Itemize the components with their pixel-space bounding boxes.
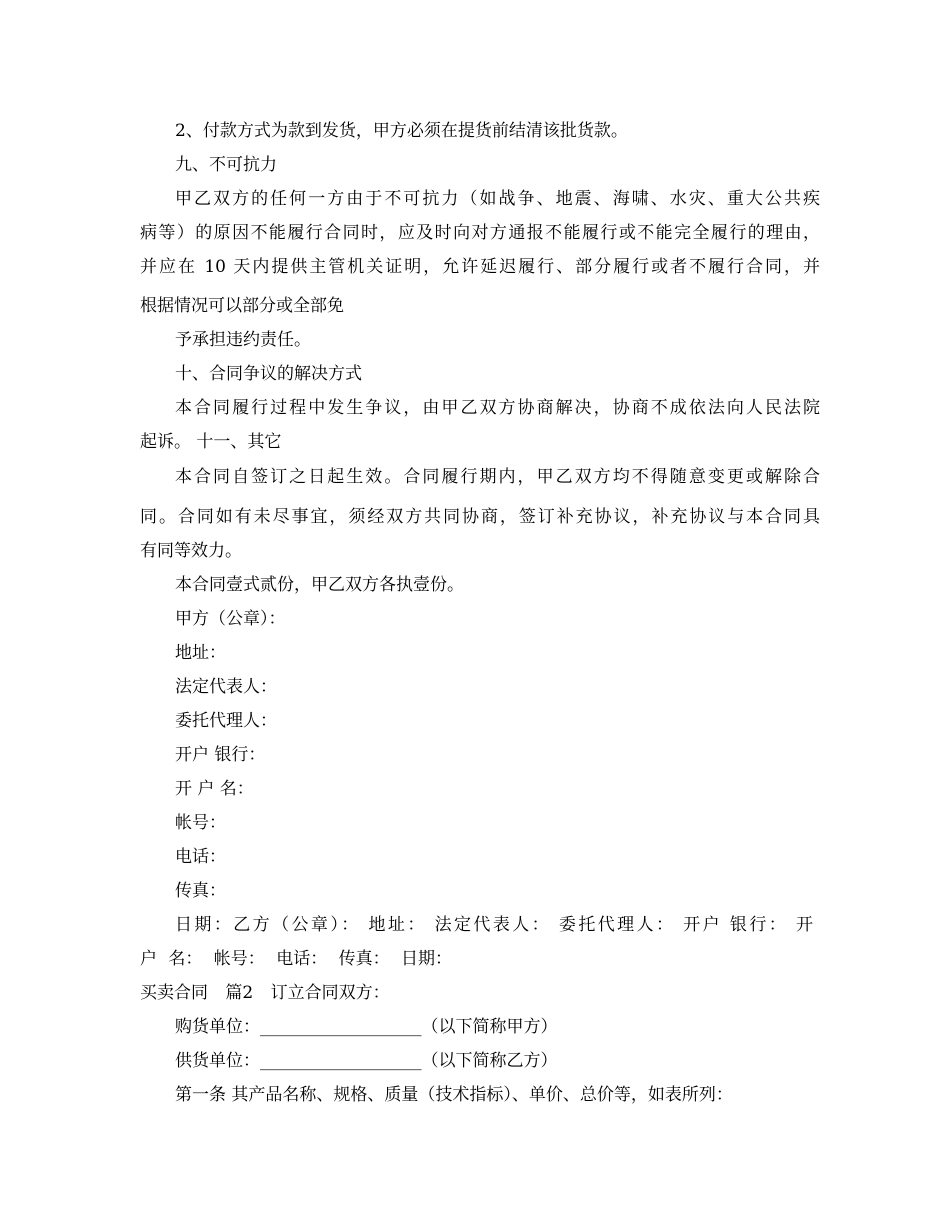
party-a-address-field: 地址： xyxy=(175,643,226,663)
party-a-account-number-field: 帐号： xyxy=(175,813,226,833)
paragraph-line: 予承担违约责任。 xyxy=(175,330,311,350)
paragraph-line: 同。合同如有未尽事宜，须经双方共同协商，签订补充协议，补充协议与本合同具 xyxy=(140,507,820,527)
paragraph-line: 病等）的原因不能履行合同时，应及时向对方通报不能履行或不能完全履行的理由， xyxy=(140,223,820,243)
contract-2-heading: 买卖合同 篇2 订立合同双方： xyxy=(140,983,390,1003)
party-b-fields-line: 户 名： 帐号： 电话： 传真： 日期： xyxy=(140,949,453,969)
supplier-unit-field: 供货单位：___________________（以下简称乙方） xyxy=(175,1051,558,1071)
party-b-fields-line: 日期：乙方（公章）： 地址： 法定代表人： 委托代理人： 开户 银行： 开 xyxy=(175,915,813,935)
party-a-phone-field: 电话： xyxy=(175,847,226,867)
paragraph-line: 并应在 10 天内提供主管机关证明，允许延迟履行、部分履行或者不履行合同，并 xyxy=(140,257,820,277)
clause-8-payment-item-2: 2、付款方式为款到发货，甲方必须在提货前结清该批货款。 xyxy=(175,121,628,141)
party-a-fax-field: 传真： xyxy=(175,881,226,901)
paragraph-line: 本合同履行过程中发生争议，由甲乙双方协商解决，协商不成依法向人民法院 xyxy=(175,398,820,418)
paragraph-line: 根据情况可以部分或全部免 xyxy=(140,296,344,316)
paragraph-line: 起诉。 十一、其它 xyxy=(140,432,282,452)
section-heading-dispute-resolution: 十、合同争议的解决方式 xyxy=(175,364,362,384)
buyer-unit-field: 购货单位：___________________（以下简称甲方） xyxy=(175,1017,558,1037)
paragraph-line: 甲乙双方的任何一方由于不可抗力（如战争、地震、海啸、水灾、重大公共疾 xyxy=(175,189,820,209)
section-heading-force-majeure: 九、不可抗力 xyxy=(175,155,277,175)
party-a-seal-field: 甲方（公章）： xyxy=(175,609,286,629)
paragraph-line: 本合同自签订之日起生效。合同履行期内，甲乙双方均不得随意变更或解除合 xyxy=(175,467,820,487)
paragraph-line: 有同等效力。 xyxy=(140,541,242,561)
party-a-legal-representative-field: 法定代表人： xyxy=(175,677,277,697)
party-a-agent-field: 委托代理人： xyxy=(175,711,277,731)
party-a-account-name-field: 开 户 名： xyxy=(175,779,254,799)
paragraph-line: 本合同壹式贰份，甲乙双方各执壹份。 xyxy=(175,575,464,595)
article-1-product-details: 第一条 其产品名称、规格、质量（技术指标）、单价、总价等，如表所列： xyxy=(175,1085,733,1105)
party-a-bank-field: 开户 银行： xyxy=(175,745,266,765)
